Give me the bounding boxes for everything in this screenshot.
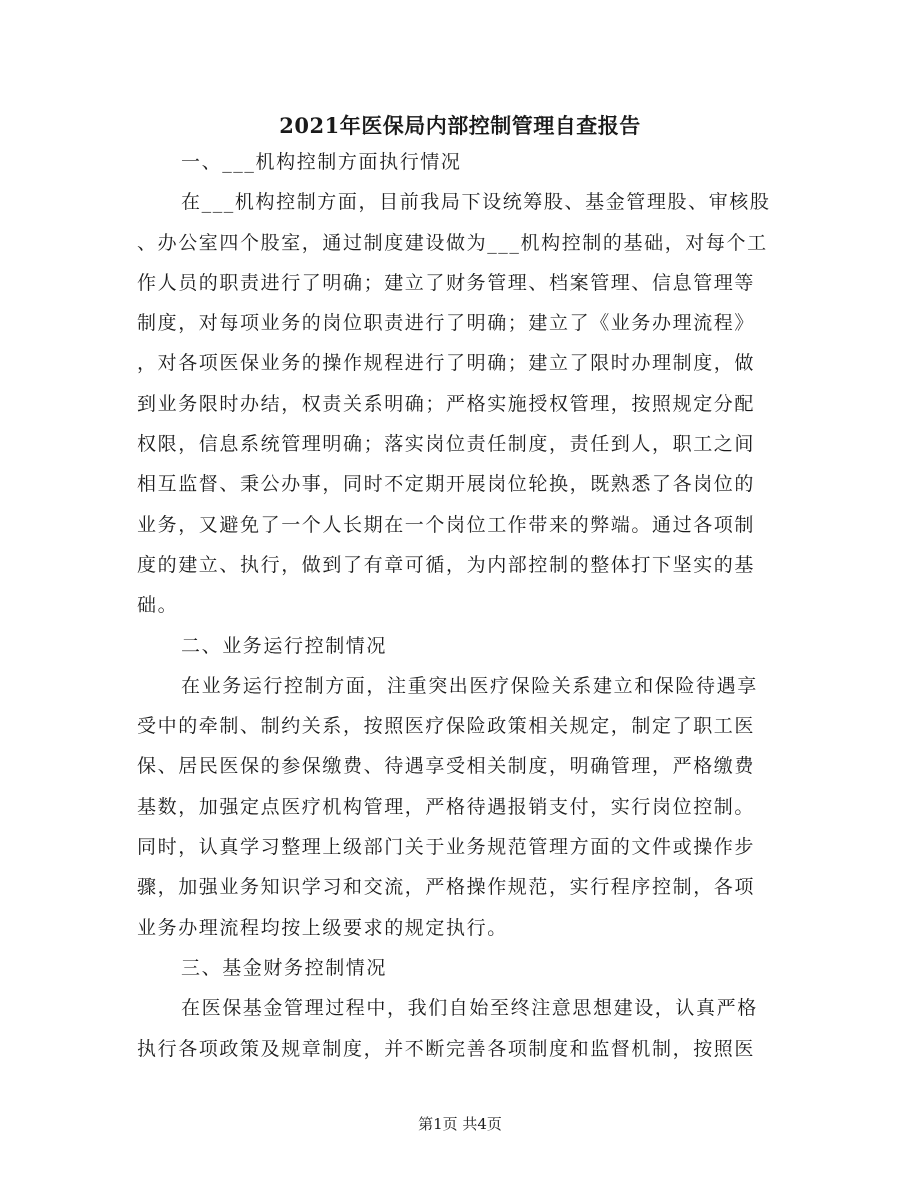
document-body [137, 142, 782, 1069]
document-title: 2021年医保局内部控制管理自查报告 [279, 113, 641, 138]
section-heading: 二、业务运行控制情况 [181, 634, 388, 657]
paragraph-line: 到业务限时办结，权责关系明确；严格实施授权管理，按照规定分配 [137, 392, 756, 415]
paragraph-line: 执行各项政策及规章制度，并不断完善各项制度和监督机制，按照医 [137, 1037, 756, 1060]
section-heading: 一、___机构控制方面执行情况 [181, 151, 462, 173]
paragraph-line: 权限，信息系统管理明确；落实岗位责任制度，责任到人，职工之间 [137, 433, 756, 456]
paragraph-line: 制度，对每项业务的岗位职责进行了明确；建立了《业务办理流程》 [137, 312, 756, 335]
paragraph-line: 业务，又避免了一个人长期在一个岗位工作带来的弊端。通过各项制 [137, 513, 756, 536]
paragraph-line: 础。 [137, 594, 179, 617]
paragraph-line: 作人员的职责进行了明确；建立了财务管理、档案管理、信息管理等 [137, 271, 756, 294]
paragraph-line: 度的建立、执行，做到了有章可循，为内部控制的整体打下坚实的基 [137, 553, 756, 576]
paragraph-line: 同时，认真学习整理上级部门关于业务规范管理方面的文件或操作步 [137, 836, 756, 859]
paragraph-line: 在医保基金管理过程中，我们自始至终注意思想建设，认真严格 [181, 997, 758, 1020]
paragraph-line: 基数，加强定点医疗机构管理，严格待遇报销支付，实行岗位控制。 [137, 795, 756, 818]
section-heading: 三、基金财务控制情况 [181, 956, 388, 979]
paragraph-line: 相互监督、秉公办事，同时不定期开展岗位轮换，既熟悉了各岗位的 [137, 473, 756, 496]
paragraph-line: 、办公室四个股室，通过制度建设做为___机构控制的基础，对每个工 [137, 231, 768, 254]
paragraph-line: 保、居民医保的参保缴费、待遇享受相关制度，明确管理，严格缴费 [137, 755, 756, 778]
paragraph-line: 受中的牵制、制约关系，按照医疗保险政策相关规定，制定了职工医 [137, 715, 756, 738]
page-number: 第1页 共4页 [418, 1115, 502, 1133]
paragraph-line: 在业务运行控制方面，注重突出医疗保险关系建立和保险待遇享 [181, 674, 758, 697]
paragraph-line: 在___机构控制方面，目前我局下设统筹股、基金管理股、审核股 [181, 191, 771, 214]
paragraph-line: ，对各项医保业务的操作规程进行了明确；建立了限时办理制度，做 [137, 352, 756, 375]
paragraph-line: 业务办理流程均按上级要求的规定执行。 [137, 916, 508, 939]
paragraph-line: 骤，加强业务知识学习和交流，严格操作规范，实行程序控制，各项 [137, 876, 756, 899]
